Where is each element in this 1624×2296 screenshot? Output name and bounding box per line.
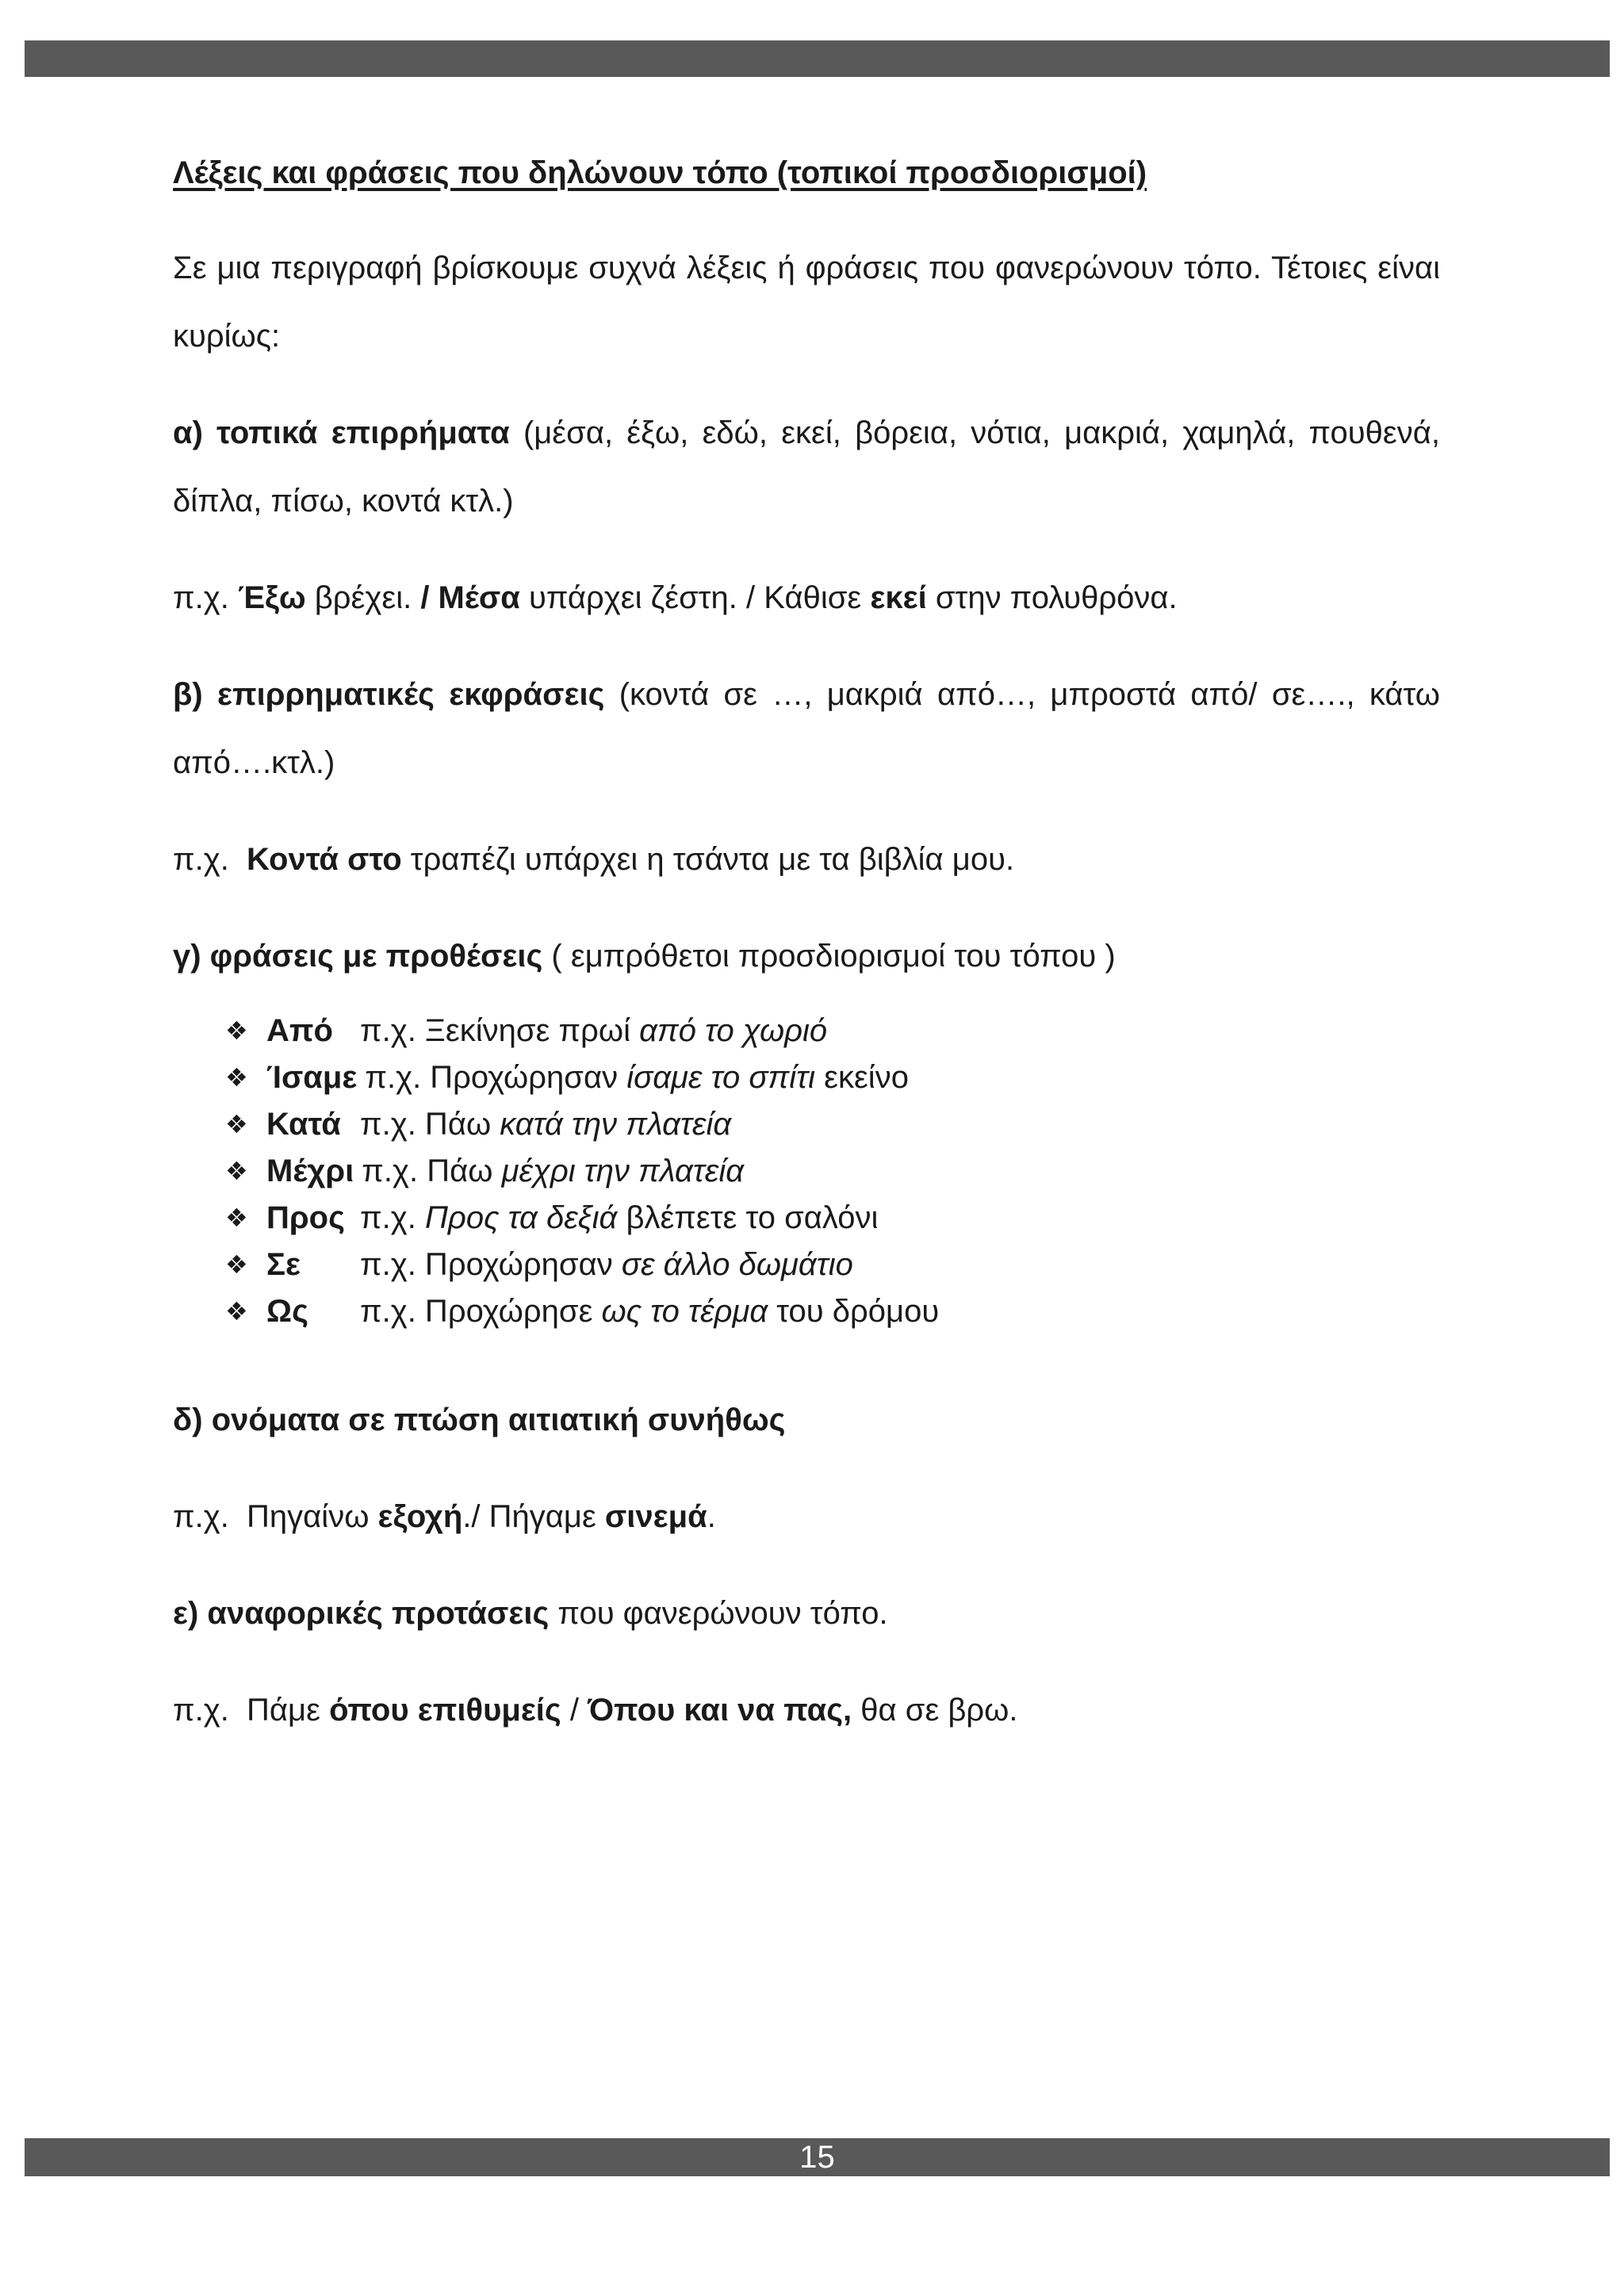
- section-e-text: που φανερώνουν τόπο.: [549, 1596, 888, 1631]
- section-d-example: π.χ. Πηγαίνω εξοχή./ Πήγαμε σινεμά.: [173, 1499, 716, 1534]
- section-e-paragraph: [173, 1579, 1440, 1647]
- section-d-heading: δ) ονόματα σε πτώση αιτιατική συνήθως: [173, 1402, 786, 1437]
- list-item: ❖ Κατά π.χ. Πάω κατά την πλατεία: [225, 1101, 1440, 1148]
- section-a-paragraph: [173, 399, 1440, 535]
- section-a-example: π.χ. Έξω βρέχει. / Μέσα υπάρχει ζέστη. / Κάθισε εκεί στην πολυθρόνα.: [173, 580, 1178, 615]
- diamond-bullet-icon: ❖: [225, 1203, 248, 1232]
- section-a-text: (μέσα, έξω, εδώ, εκεί, βόρεια, νότια, μακριά, χαμηλά, πουθενά, δίπλα, πίσω, κοντά κτλ.): [173, 415, 1440, 519]
- page-title: Λέξεις και φράσεις που δηλώνουν τόπο (τοπικοί προσδιορισμοί): [173, 155, 1147, 190]
- list-item: ❖ Ως π.χ. Προχώρησε ως το τέρμα του δρόμου: [225, 1288, 1440, 1335]
- document-body: [173, 139, 1440, 1773]
- section-b-example: π.χ. Κοντά στο τραπέζι υπάρχει η τσάντα με τα βιβλία μου.: [173, 842, 1015, 877]
- section-b-heading: β) επιρρηματικές εκφράσεις: [173, 677, 605, 712]
- list-item: ❖ Από π.χ. Ξεκίνησε πρωί από το χωριό: [225, 1008, 1440, 1054]
- intro-paragraph: Σε μια περιγραφή βρίσκουμε συχνά λέξεις ή φράσεις που φανερώνουν τόπο. Τέτοιες είναι κυρίως:: [173, 251, 1440, 354]
- list-item: ❖ Ίσαμε π.χ. Προχώρησαν ίσαμε το σπίτι εκείνο: [225, 1054, 1440, 1101]
- section-a-heading: α) τοπικά επιρρήματα: [173, 415, 510, 450]
- diamond-bullet-icon: ❖: [225, 1250, 248, 1279]
- footer-bar: [25, 2138, 1610, 2176]
- header-bar: [25, 40, 1610, 77]
- diamond-bullet-icon: ❖: [225, 1157, 248, 1185]
- prepositions-list: [225, 1008, 1440, 1335]
- section-c-heading: γ) φράσεις με προθέσεις: [173, 939, 543, 974]
- diamond-bullet-icon: ❖: [225, 1016, 248, 1045]
- section-e-heading: ε) αναφορικές προτάσεις: [173, 1596, 550, 1631]
- section-e-example: π.χ. Πάμε όπου επιθυμείς / Όπου και να πας, θα σε βρω.: [173, 1693, 1018, 1728]
- page-number: 15: [799, 2140, 835, 2175]
- diamond-bullet-icon: ❖: [225, 1110, 248, 1138]
- section-b-paragraph: [173, 660, 1440, 797]
- list-item: ❖ Σε π.χ. Προχώρησαν σε άλλο δωμάτιο: [225, 1242, 1440, 1288]
- list-item: ❖ Προς π.χ. Προς τα δεξιά βλέπετε το σαλόνι: [225, 1195, 1440, 1242]
- diamond-bullet-icon: ❖: [225, 1297, 248, 1326]
- section-c-text: ( εμπρόθετοι προσδιορισμοί του τόπου ): [542, 939, 1116, 974]
- section-b-text: (κοντά σε …, μακριά από…, μπροστά από/ σε…., κάτω από….κτλ.): [173, 677, 1441, 780]
- section-c-paragraph: [173, 922, 1440, 990]
- list-item: ❖ Μέχρι π.χ. Πάω μέχρι την πλατεία: [225, 1148, 1440, 1195]
- diamond-bullet-icon: ❖: [225, 1063, 248, 1092]
